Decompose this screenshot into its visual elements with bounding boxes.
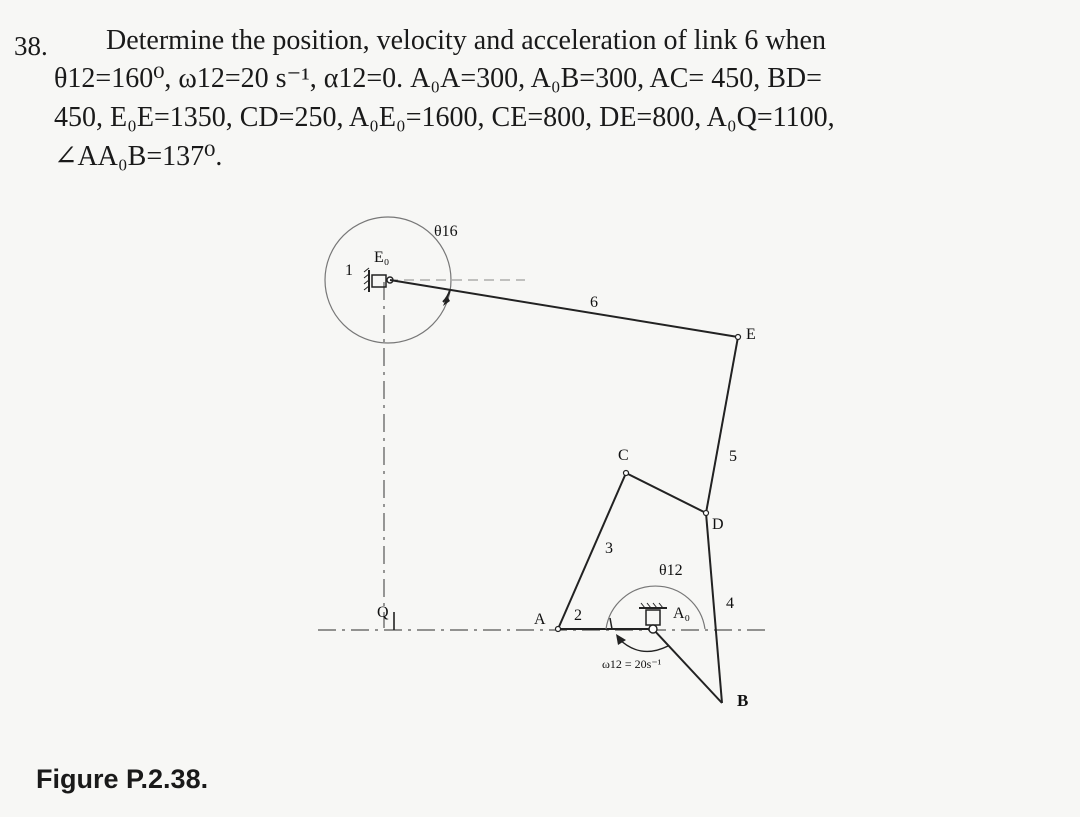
label-c: C — [618, 447, 629, 464]
joint-a — [556, 627, 561, 632]
label-omega12: ω12 = 20s⁻¹ — [602, 657, 662, 671]
figure-caption: Figure P.2.38. — [36, 764, 209, 794]
problem-line-4: ∠AA₀B=137⁰. — [54, 141, 223, 172]
label-link-5: 5 — [729, 448, 737, 465]
label-b: B — [737, 691, 749, 710]
label-link-4: 4 — [726, 595, 734, 612]
label-e: E — [746, 326, 756, 343]
label-a: A — [534, 611, 546, 628]
label-link-1: 1 — [345, 262, 353, 279]
problem-number: 38. — [14, 31, 48, 61]
link-6 — [390, 280, 738, 337]
link-2-a0-b — [653, 629, 722, 703]
label-link-6: 6 — [590, 294, 598, 311]
label-e0: E₀ — [374, 249, 390, 266]
label-theta16: θ16 — [434, 223, 458, 240]
link-5 — [706, 337, 738, 513]
joint-e — [736, 335, 741, 340]
joint-d — [704, 511, 709, 516]
problem-line-2: θ12=160⁰, ω12=20 s⁻¹, α12=0. A₀A=300, A₀B=300, AC= 450, BD= — [54, 63, 822, 94]
label-theta12: θ12 — [659, 562, 683, 579]
joint-c — [624, 471, 629, 476]
theta12-tick — [610, 618, 612, 629]
e0-ground-support — [364, 268, 393, 292]
link-4 — [706, 513, 722, 703]
label-q: Q — [377, 604, 389, 621]
link-3-cd — [626, 473, 706, 513]
problem-line-3: 450, E₀E=1350, CD=250, A₀E₀=1600, CE=800, DE=800, A₀Q=1100, — [54, 102, 835, 133]
label-link-2: 2 — [574, 607, 582, 624]
problem-line-1: Determine the position, velocity and acceleration of link 6 when — [106, 25, 826, 56]
label-d: D — [712, 516, 724, 533]
label-link-3: 3 — [605, 540, 613, 557]
label-a0: A₀ — [673, 605, 691, 622]
